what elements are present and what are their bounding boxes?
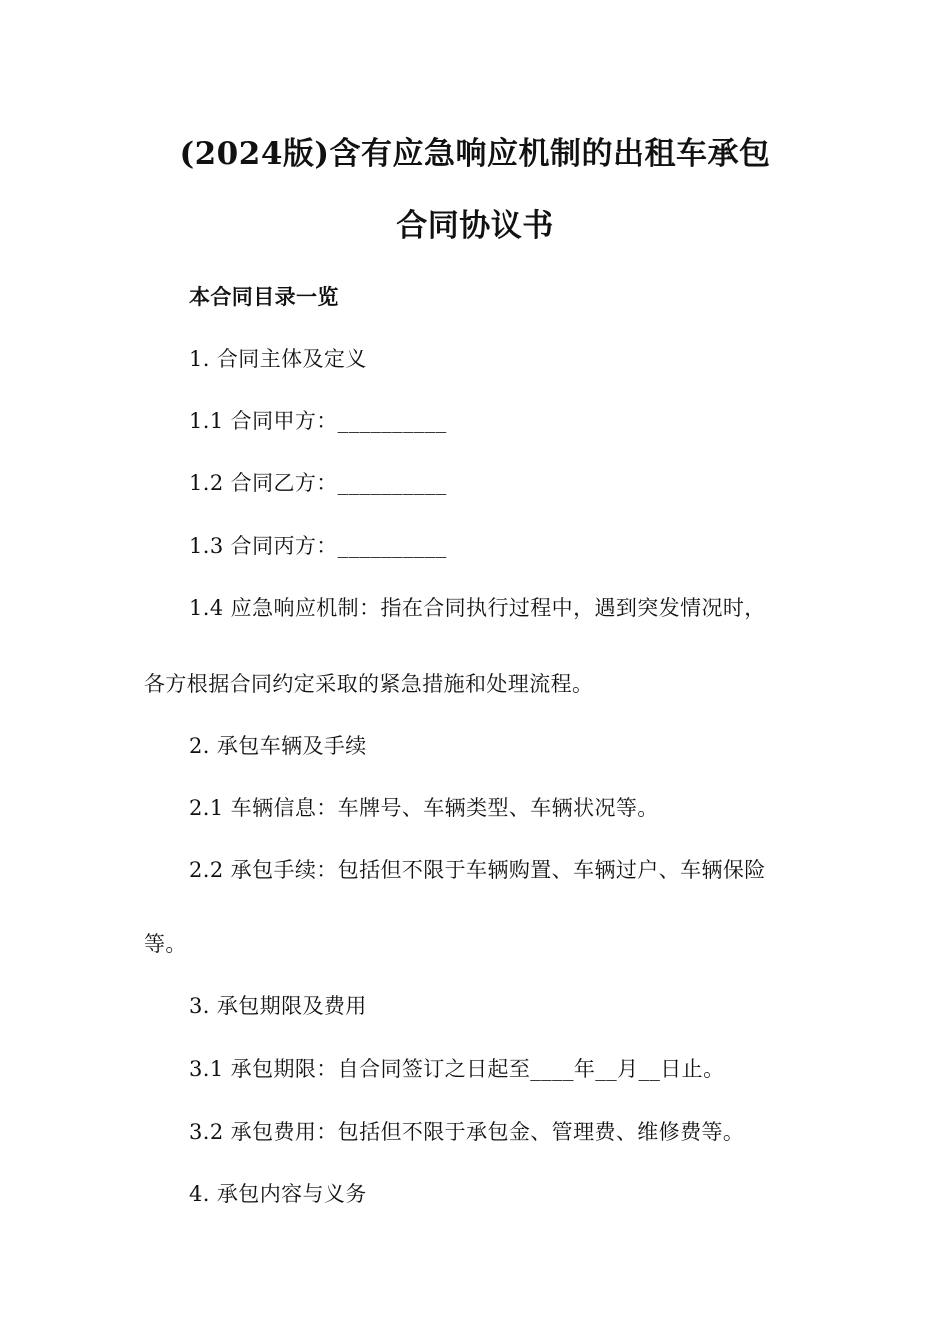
toc-section-3: 3. 承包期限及费用 [189,994,367,1018]
toc-item-1-3: 1.3 合同丙方：__________ [189,534,447,558]
toc-section-1: 1. 合同主体及定义 [189,347,367,371]
toc-item-1-4-continued: 各方根据合同约定采取的紧急措施和处理流程。 [144,672,594,696]
toc-item-2-2-continued: 等。 [144,932,187,956]
document-title-line-1: (2024版)含有应急响应机制的出租车承包 [179,136,771,172]
toc-item-2-2: 2.2 承包手续：包括但不限于车辆购置、车辆过户、车辆保险 [189,858,766,882]
toc-item-1-4: 1.4 应急响应机制：指在合同执行过程中，遇到突发情况时， [189,596,766,620]
toc-item-2-1: 2.1 车辆信息：车牌号、车辆类型、车辆状况等。 [189,796,659,820]
toc-section-4: 4. 承包内容与义务 [189,1182,367,1206]
toc-item-1-1: 1.1 合同甲方：__________ [189,409,447,433]
toc-item-1-2: 1.2 合同乙方：__________ [189,471,447,495]
toc-heading: 本合同目录一览 [189,284,339,309]
document-title-line-2: 合同协议书 [396,208,554,244]
toc-item-3-2: 3.2 承包费用：包括但不限于承包金、管理费、维修费等。 [189,1120,745,1144]
toc-item-3-1: 3.1 承包期限：自合同签订之日起至____年__月__日止。 [189,1057,725,1081]
toc-section-2: 2. 承包车辆及手续 [189,734,367,758]
